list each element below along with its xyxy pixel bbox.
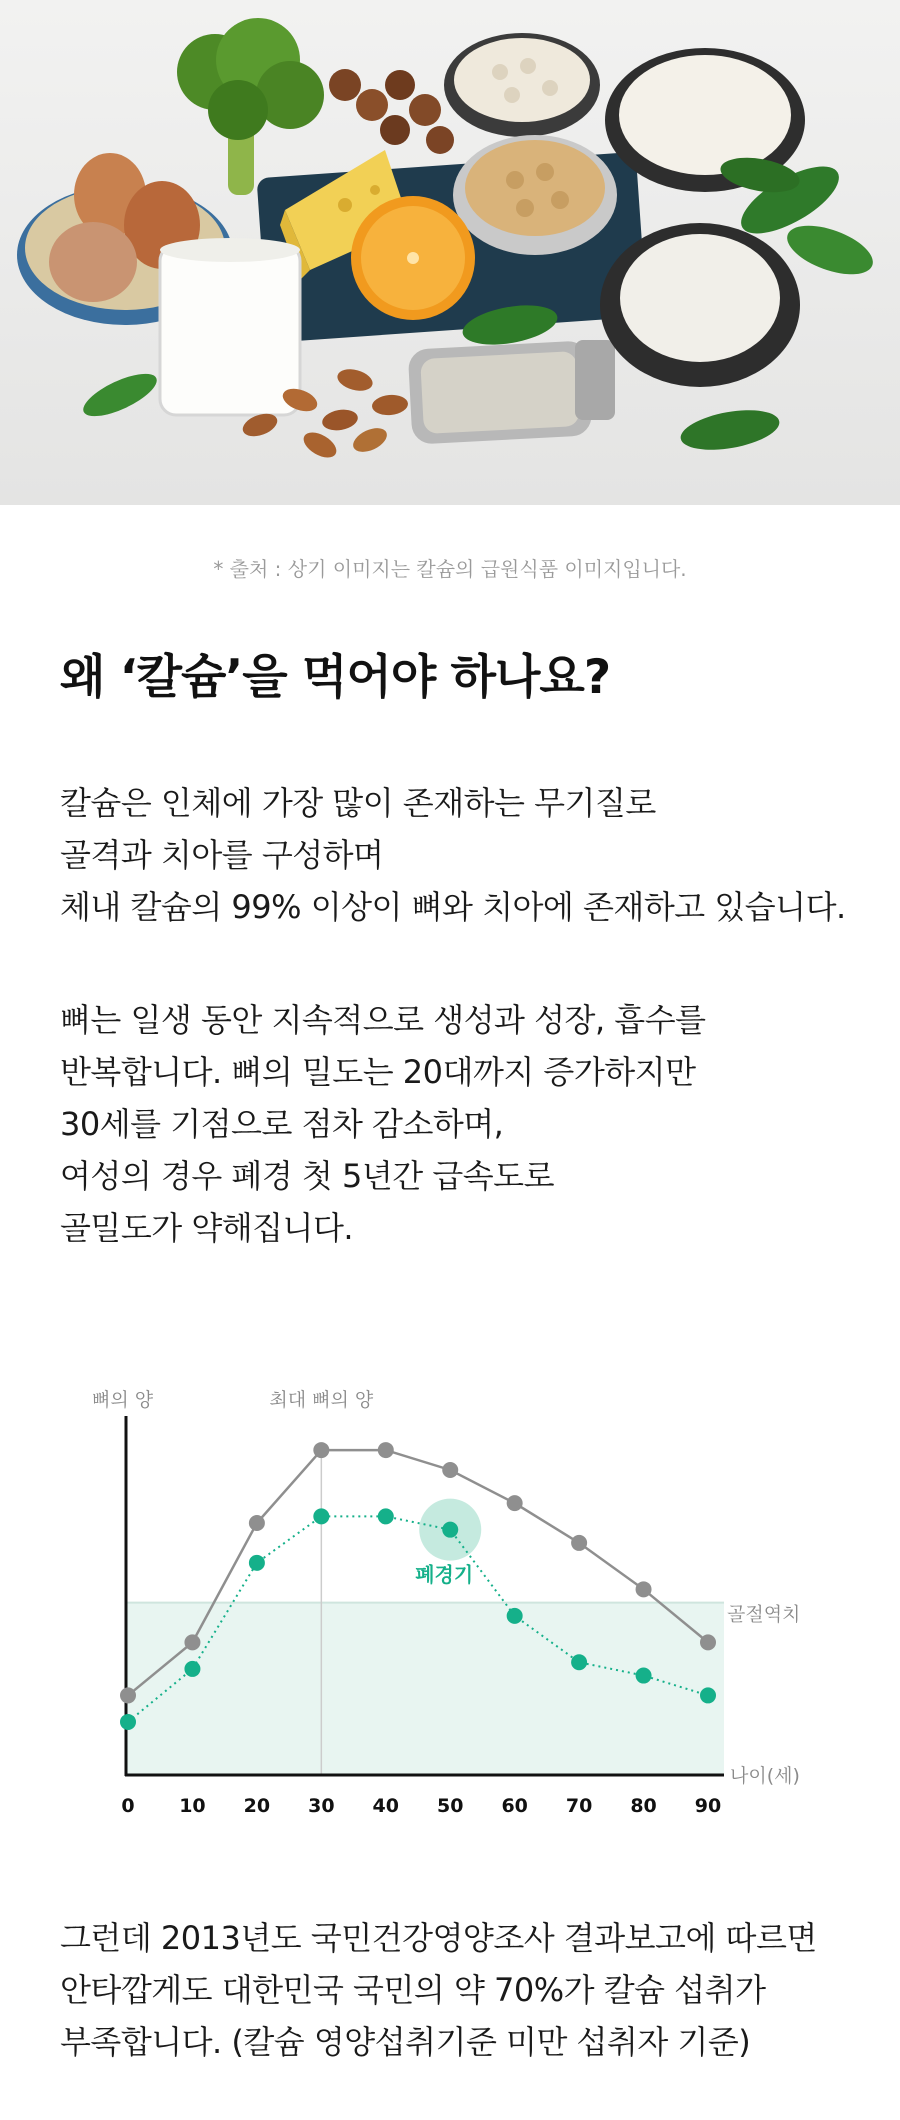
- sardine-can-icon: [408, 340, 615, 445]
- x-tick-label: 50: [436, 1795, 464, 1817]
- bone-mass-chart: [0, 1370, 900, 1850]
- x-tick-label: 0: [121, 1795, 135, 1817]
- menopause-label: 폐경기: [415, 1562, 474, 1587]
- bone-density-paragraph: [60, 994, 880, 1254]
- milk-glass-icon: [160, 238, 300, 415]
- series-point-1: [249, 1555, 265, 1571]
- paragraph-line: 30세를 기점으로 점차 감소하며,: [60, 1105, 504, 1143]
- series-point-1: [571, 1654, 587, 1670]
- series-point-0: [249, 1515, 265, 1531]
- peak-annotation-label: 최대 뼈의 양: [269, 1389, 374, 1411]
- image-source-caption: * 출처 : 상기 이미지는 칼슘의 급원식품 이미지입니다.: [213, 557, 687, 581]
- intro-paragraph: [60, 777, 880, 933]
- broccoli-icon: [177, 18, 324, 195]
- series-point-0: [120, 1687, 136, 1703]
- x-axis-label: 나이(세): [730, 1765, 800, 1787]
- series-point-1: [700, 1687, 716, 1703]
- calcium-foods-illustration: [0, 0, 900, 505]
- x-tick-label: 70: [565, 1795, 593, 1817]
- series-point-0: [378, 1442, 394, 1458]
- x-tick-label: 40: [372, 1795, 400, 1817]
- paragraph-line: 체내 칼슘의 99% 이상이 뼈와 치아에 존재하고 있습니다.: [60, 888, 846, 926]
- x-tick-label: 80: [630, 1795, 657, 1817]
- paragraph-line: 골밀도가 약해집니다.: [60, 1209, 354, 1247]
- hazelnut-icon: [329, 69, 454, 154]
- tofu-icon: [600, 223, 800, 387]
- series-point-0: [442, 1462, 458, 1478]
- chickpea-icon: [453, 135, 617, 255]
- threshold-label: 골절역치: [727, 1603, 801, 1626]
- series-point-1: [442, 1522, 458, 1538]
- series-point-0: [313, 1442, 329, 1458]
- orange-icon: [351, 196, 475, 320]
- x-tick-label: 10: [179, 1795, 206, 1817]
- paragraph-line: 칼슘은 인체에 가장 많이 존재하는 무기질로: [60, 784, 656, 822]
- bone-mass-chart-svg: [0, 1370, 900, 1850]
- series-point-0: [571, 1535, 587, 1551]
- x-tick-label: 20: [243, 1795, 271, 1817]
- series-point-1: [313, 1508, 329, 1524]
- series-point-1: [378, 1508, 394, 1524]
- paragraph-line: 부족합니다. (칼슘 영양섭취기준 미만 섭취자 기준): [60, 2023, 751, 2061]
- series-point-0: [507, 1495, 523, 1511]
- x-tick-label: 90: [694, 1795, 722, 1817]
- series-point-1: [636, 1668, 652, 1684]
- x-tick-label: 60: [501, 1795, 528, 1817]
- series-point-0: [636, 1581, 652, 1597]
- threshold-region: [126, 1603, 724, 1775]
- x-tick-label: 30: [308, 1795, 335, 1817]
- series-point-1: [120, 1714, 136, 1730]
- hero-food-image: [0, 0, 900, 505]
- section-heading: 왜 ‘칼슘’을 먹어야 하나요?: [60, 650, 611, 705]
- paragraph-line: 여성의 경우 폐경 첫 5년간 급속도로: [60, 1157, 554, 1195]
- paragraph-line: 반복합니다. 뼈의 밀도는 20대까지 증가하지만: [60, 1053, 696, 1091]
- series-point-1: [507, 1608, 523, 1624]
- series-point-0: [700, 1634, 716, 1650]
- paragraph-line: 그런데 2013년도 국민건강영양조사 결과보고에 따르면: [60, 1919, 817, 1957]
- paragraph-line: 뼈는 일생 동안 지속적으로 생성과 성장, 흡수를: [60, 1001, 706, 1039]
- paragraph-line: 안타깝게도 대한민국 국민의 약 70%가 칼슘 섭취가: [60, 1971, 766, 2009]
- y-axis-label: 뼈의 양: [92, 1389, 154, 1411]
- paragraph-line: 골격과 치아를 구성하며: [60, 836, 384, 874]
- beans-icon: [444, 33, 600, 137]
- series-point-1: [184, 1661, 200, 1677]
- series-point-0: [184, 1634, 200, 1650]
- survey-paragraph: [60, 1912, 880, 2068]
